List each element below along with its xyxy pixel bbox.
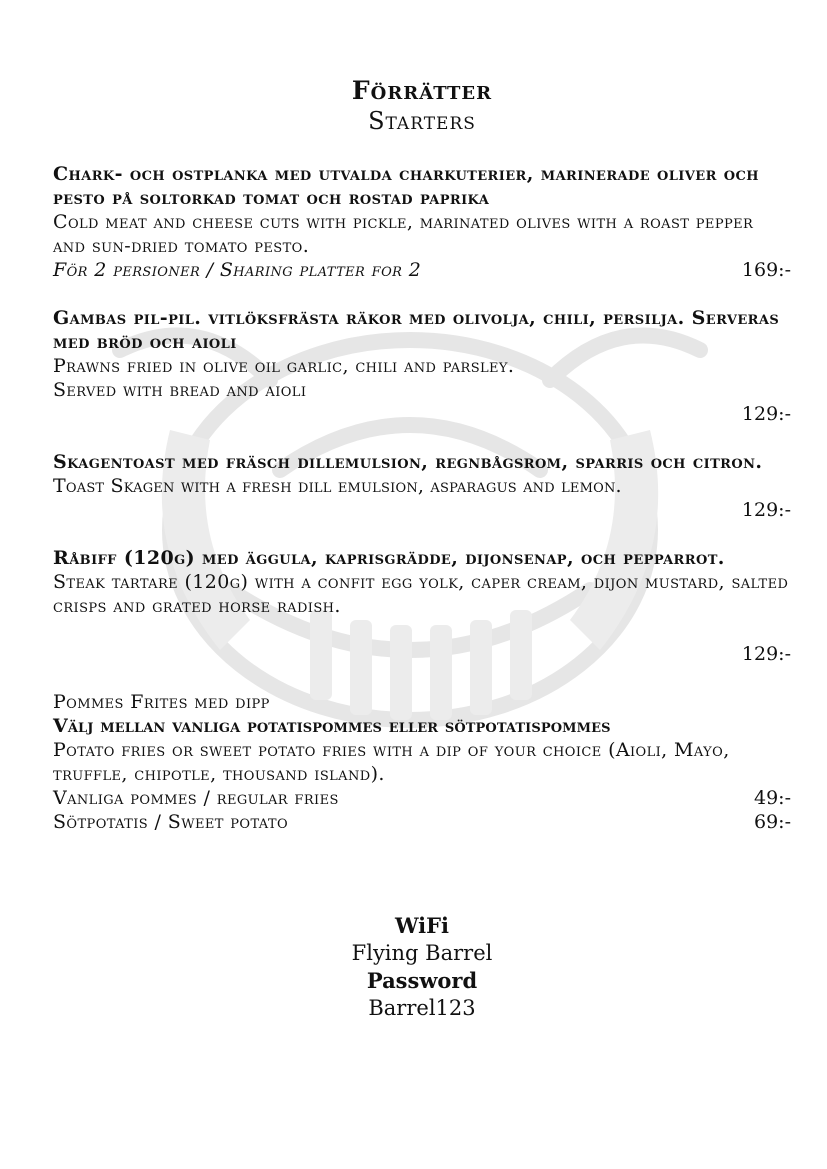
item-subtitle-sv: Välj mellan vanliga potatispommes eller sötpotatispommes xyxy=(53,715,611,737)
item-desc-en-line-1: Prawns fried in olive oil garlic, chili and parsley. xyxy=(53,355,515,377)
menu-item-steak-tartare xyxy=(53,546,791,666)
option-price: 49:- xyxy=(754,787,791,809)
item-option-row xyxy=(53,786,791,810)
wifi-password: Barrel123 xyxy=(368,996,476,1020)
item-note: För 2 persioner / Sharing platter for 2 xyxy=(53,259,422,281)
item-price: 169:- xyxy=(741,259,791,281)
wifi-network-name: Flying Barrel xyxy=(351,941,493,965)
item-desc-en-line-2: Served with bread and aioli xyxy=(53,379,307,401)
wifi-info xyxy=(53,912,791,1022)
wifi-label: WiFi xyxy=(394,913,450,938)
item-desc-en: Cold meat and cheese cuts with pickle, marinated olives with a roast pepper and sun-dried tomato pesto. xyxy=(53,211,754,257)
item-option-row xyxy=(53,810,791,834)
option-label: Vanliga pommes / regular fries xyxy=(53,787,339,809)
item-price-row xyxy=(53,258,791,282)
item-price: 129:- xyxy=(741,403,791,425)
menu-item-pommes-frites xyxy=(53,690,791,834)
menu-item-skagentoast xyxy=(53,450,791,522)
item-name-sv: Råbiff (120g) med äggula, kaprisgrädde, dijonsenap, och pepparrot. xyxy=(53,547,725,569)
item-price: 129:- xyxy=(741,499,791,521)
option-label: Sötpotatis / Sweet potato xyxy=(53,811,289,833)
item-name-sv: Pommes Frites med dipp xyxy=(53,691,270,713)
item-name-sv: Chark- och ostplanka med utvalda charkuterier, marinerade oliver och pesto på soltorkad tomat och rostad paprika xyxy=(53,163,759,209)
menu-item-gambas xyxy=(53,306,791,426)
item-desc-en: Toast Skagen with a fresh dill emulsion, asparagus and lemon. xyxy=(53,475,622,497)
item-name-sv: Gambas pil-pil. vitlöksfrästa räkor med olivolja, chili, persilja. Serveras med bröd och aioli xyxy=(53,307,780,353)
item-desc-en: Potato fries or sweet potato fries with a dip of your choice (Aioli, Mayo, truffle, chipotle, thousand island). xyxy=(53,739,730,785)
menu-header xyxy=(53,0,791,136)
menu-item-charcuterie-board xyxy=(53,162,791,282)
section-title-en: Starters xyxy=(368,107,476,135)
wifi-password-label: Password xyxy=(366,968,478,993)
item-desc-en: Steak tartare (120g) with a confit egg yolk, caper cream, dijon mustard, salted crisps and grated horse radish. xyxy=(53,571,789,617)
item-price: 129:- xyxy=(741,643,791,665)
item-name-sv: Skagentoast med fräsch dillemulsion, regnbågsrom, sparris och citron. xyxy=(53,451,763,473)
section-title-sv: Förrätter xyxy=(351,76,493,105)
option-price: 69:- xyxy=(754,811,791,833)
